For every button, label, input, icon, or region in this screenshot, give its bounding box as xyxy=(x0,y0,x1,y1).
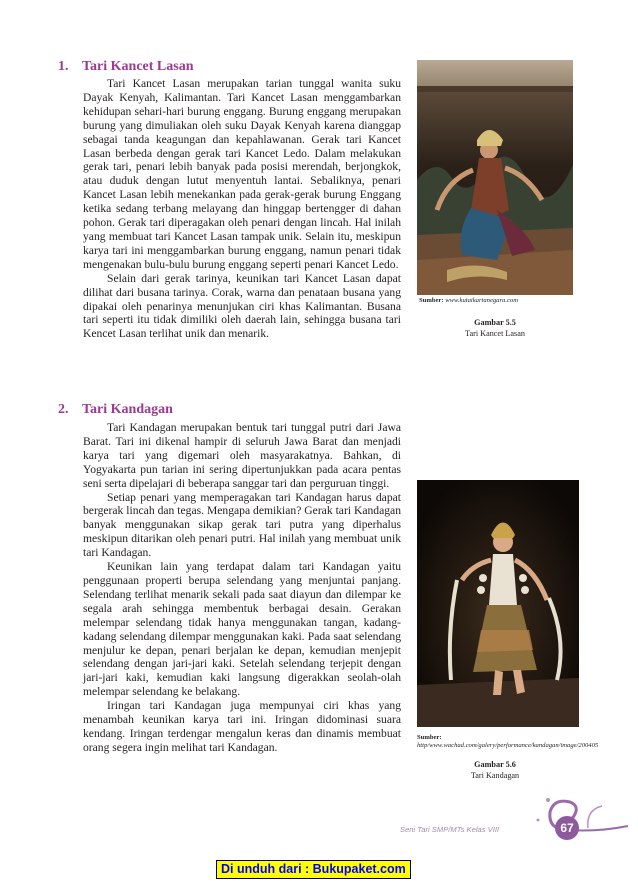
figure-source xyxy=(419,297,579,305)
paragraph: Iringan tari Kandagan juga mempunyai ciri khas yang menambah keunikan karya tari ini. Iringan didominasi suara kendang. Iringan terdengar mengalun keras dan dinamis membuat orang segera ingin melihat tari Kandagan. xyxy=(83,699,401,754)
source-label: Sumber: xyxy=(417,734,442,741)
paragraph: Tari Kancet Lasan merupakan tarian tunggal wanita suku Dayak Kenyah, Kalimantan. Tari Kancet Lasan menggambarkan kehidupan sehari-hari burung enggang. Burung enggang merupakan burung yang dimuliakan oleh suku Dayak Kenyah karena dianggap sebagai tanda keagungan dan kepahlawanan. Gerak tari Kancet Lasan berbeda dengan gerak tari Kancet Ledo. Dalam melakukan gerak tari, penari lebih banyak pada posisi merendah, berjongkok, atau duduk dengan lutut menyentuh lantai. Sebaliknya, penari Kancet Lasan lebih menekankan pada gerak-gerak burung Enggang ketika sedang terbang melayang dan hinggap bertengger di dahan pohon. Gerak tari diperagakan oleh penari dengan lincah. Hal inilah yang membuat tari Kancet Lasan tampak unik. Selain itu, meskipun karya tari ini menggambarkan burung enggang, namun penari tidak mengenakan bulu-bulu burung enggang seperti penari Kancet Ledo. xyxy=(83,77,401,271)
swirl-ornament-icon xyxy=(528,790,638,850)
page-number: 67 xyxy=(555,816,579,840)
dancer-photo-illustration xyxy=(417,60,573,295)
section-heading-2 xyxy=(58,402,173,418)
section-body-2 xyxy=(83,421,401,755)
source-label: Sumber: xyxy=(419,297,444,304)
paragraph: Tari Kandagan merupakan bentuk tari tunggal putri dari Jawa Barat. Tari ini dikenal hampir di seluruh Jawa Barat dan menjadi karya tari yang digemari oleh masyarakatnya. Bahkan, di Yogyakarta pun tarian ini sering dipertunjukkan pada acara pentas seni serta dipelajari di beberapa sanggar tari dan perguruan tinggi. xyxy=(83,421,401,490)
paragraph: Setiap penari yang memperagakan tari Kandagan harus dapat bergerak lincah dan tegas. Mengapa demikian? Gerak tari Kandagan banyak menggunakan sikap gerak tari putra yang diperhalus meskipun ditarikan oleh penari putri. Hal inilah yang membuat unik tari Kandagan. xyxy=(83,490,401,560)
photo-tari-kancet-lasan xyxy=(417,60,573,295)
figure-caption: Tari Kandagan xyxy=(470,771,520,780)
section-heading-1 xyxy=(58,59,194,75)
section-number: 2. xyxy=(58,402,69,417)
photo-tari-kandagan xyxy=(417,480,579,727)
figure-source xyxy=(417,734,599,751)
figure-number: Gambar 5.6 xyxy=(474,760,516,769)
paragraph: Selain dari gerak tarinya, keunikan tari Kancet Lasan dapat dilihat dari busana tarinya. Corak, warna dan penataan busana yang dipakai oleh penarinya menunjukan ciri khas Kalimantan. Busana tari seperti itu tidak dimiliki oleh daerah lain, sehingga busana tari Kencet Lasan terlihat unik dan menarik. xyxy=(83,271,401,341)
section-title: Tari Kancet Lasan xyxy=(82,59,194,74)
book-title: Seni Tari SMP/MTs Kelas VIII xyxy=(400,825,500,834)
figure-caption: Tari Kancet Lasan xyxy=(465,329,525,338)
figure-number: Gambar 5.5 xyxy=(474,318,516,327)
section-body-1 xyxy=(83,77,401,341)
dancer-photo-illustration xyxy=(417,480,579,727)
source-url: http/www.wachad.com/galery/performance/kandagan/image/200405 xyxy=(417,742,599,750)
paragraph: Keunikan lain yang terdapat dalam tari Kandagan yaitu penggunaan properti berupa selendang yang menjuntai panjang. Selendang terlihat menarik sekali pada saat diayun dan dilempar ke segala arah sehingga membentuk berbagai desain. Gerakan melempar selendang tidak hanya menggunakan tangan, kadang-kadang selendang dilempar menggunakan kaki. Pada saat selendang menjulur ke depan, penari berjalan ke depan, kemudian menjepit selendang dengan jari-jari kaki. Setelah selendang terjepit dengan jari-jari kaki, kemudian kaki langsung digerakkan seolah-olah melempar selendang ke belakang. xyxy=(83,560,401,699)
section-title: Tari Kandagan xyxy=(82,402,173,417)
section-number: 1. xyxy=(58,59,69,74)
download-source-banner[interactable]: Di unduh dari : Bukupaket.com xyxy=(216,860,411,879)
source-url: www.kutaikartanegara.com xyxy=(445,297,518,304)
